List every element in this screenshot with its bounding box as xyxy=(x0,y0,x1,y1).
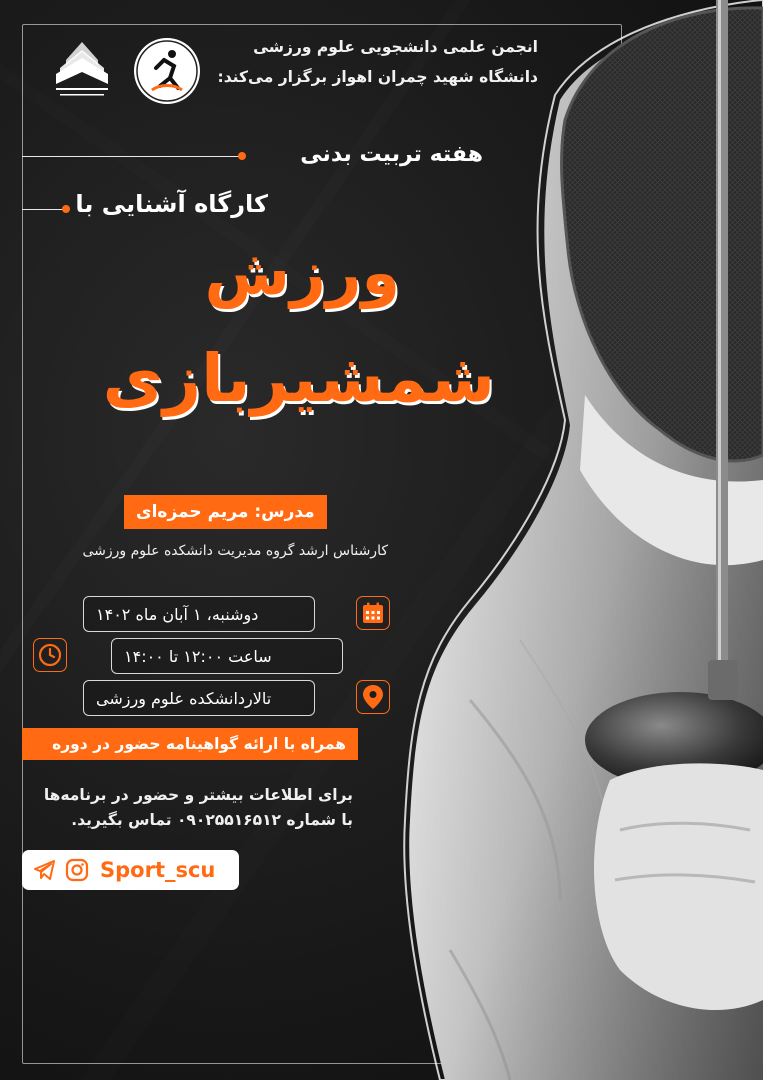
instructor-badge: مدرس: مریم حمزه‌ای xyxy=(124,495,327,529)
university-logo xyxy=(42,28,122,108)
divider-dot xyxy=(238,152,246,160)
runner-logo-icon xyxy=(134,38,200,104)
divider-line xyxy=(22,209,65,210)
contact-line-2: با شماره ۰۹۰۲۵۵۱۶۵۱۲ تماس بگیرید. xyxy=(71,811,353,829)
sport-title-line-1: ورزش xyxy=(204,236,400,309)
clock-icon xyxy=(38,643,62,667)
workshop-title: کارگاه آشنایی با xyxy=(75,190,268,218)
book-stack-logo-icon xyxy=(42,28,122,108)
date-text: دوشنبه، ۱ آبان ماه ۱۴۰۲ xyxy=(96,604,259,624)
location-pin-icon xyxy=(362,684,384,710)
location-pin-icon xyxy=(356,680,390,714)
location-text: تالاردانشکده علوم ورزشی xyxy=(96,688,272,708)
date-field xyxy=(83,596,315,632)
clock-icon xyxy=(33,638,67,672)
instagram-icon[interactable] xyxy=(64,857,90,883)
social-handle-box[interactable] xyxy=(22,850,239,890)
telegram-icon[interactable] xyxy=(32,857,58,883)
sport-title-line-2: شمشیربازی xyxy=(102,340,495,417)
social-handle-text[interactable]: Sport_scu xyxy=(100,858,216,882)
location-field xyxy=(83,680,315,716)
calendar-icon xyxy=(356,596,390,630)
organizer-line-2: دانشگاه شهید چمران اهواز برگزار می‌کند: xyxy=(217,68,538,86)
time-field xyxy=(111,638,343,674)
instructor-description: کارشناس ارشد گروه مدیریت دانشکده علوم ورزشی xyxy=(82,543,388,559)
certificate-banner: همراه با ارائه گواهینامه حضور در دوره xyxy=(22,728,358,760)
week-title: هفته تربیت بدنی xyxy=(300,142,483,167)
time-text: ساعت ۱۲:۰۰ تا ۱۴:۰۰ xyxy=(124,646,272,666)
divider-dot xyxy=(62,205,70,213)
contact-line-1: برای اطلاعات بیشتر و حضور در برنامه‌ها xyxy=(43,786,353,804)
calendar-icon xyxy=(361,601,385,625)
sport-association-logo xyxy=(134,38,200,104)
divider-line xyxy=(22,156,240,157)
organizer-line-1: انجمن علمی دانشجویی علوم ورزشی xyxy=(253,38,538,56)
